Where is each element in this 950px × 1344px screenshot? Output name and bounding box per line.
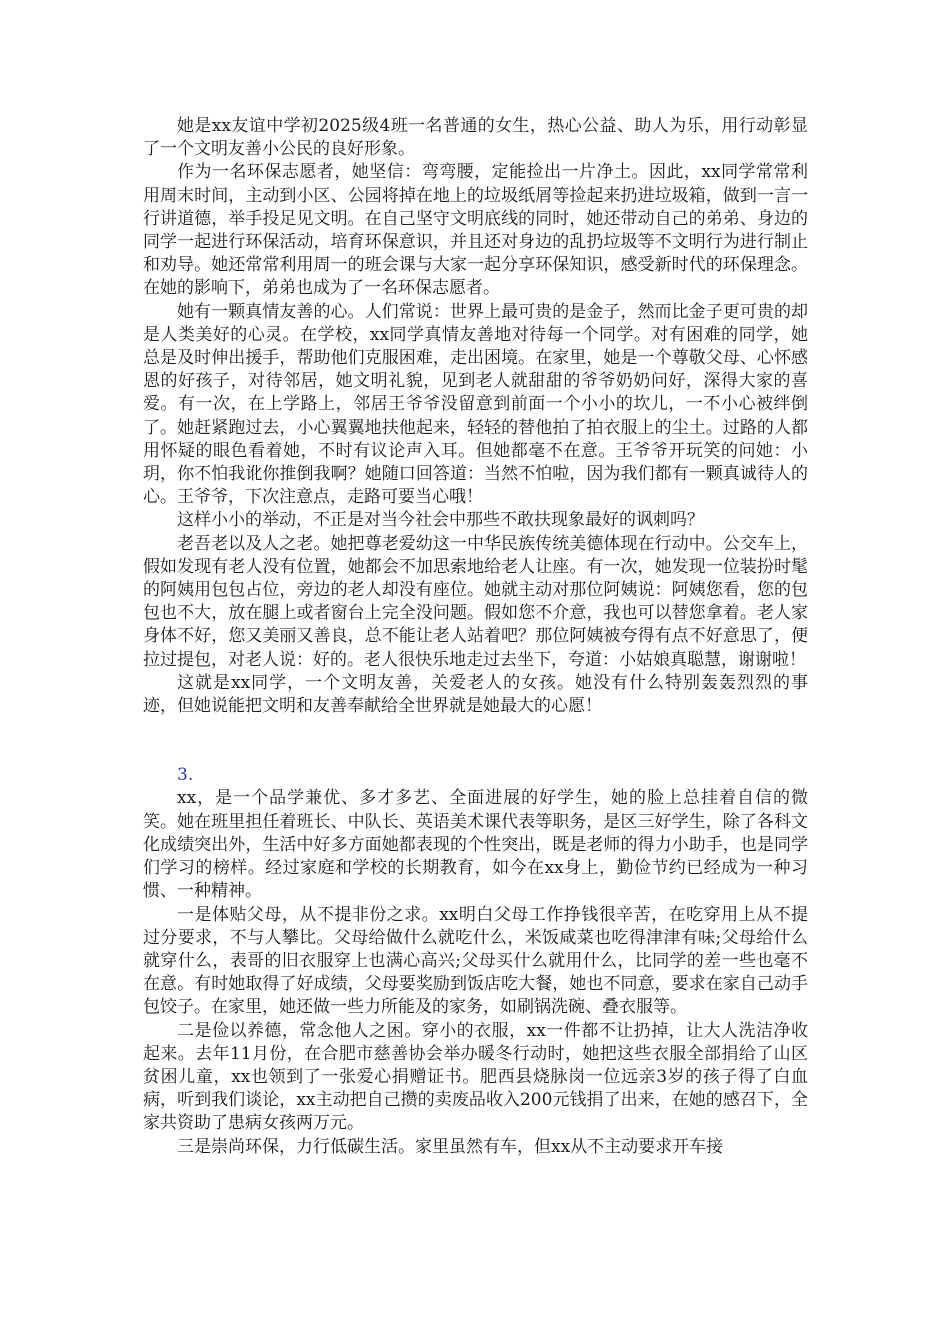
paragraph-environment-volunteer: 作为一名环保志愿者，她坚信：弯弯腰，定能捡出一片净土。因此，xx同学常常利用周末时间，主动到小区、公园将掉在地上的垃圾纸屑等捡起来扔进垃圾箱，做到一言一行讲道德，举手投足见文明。在自己坚守文明底线的同时，她还带动自己的弟弟、身边的同学一起进行环保活动，培育环保意识，并且还对身边的乱扔垃圾等不文明行为进行制止和劝导。她还常常利用周一的班会课与大家一起分享环保知识，感受新时代的环保理念。在她的影响下，弟弟也成为了一名环保志愿者。 xyxy=(143,162,808,299)
paragraph-kind-heart: 她有一颗真情友善的心。人们常说：世界上最可贵的是金子，然而比金子更可贵的却是人类美好的心灵。在学校，xx同学真情友善地对待每一个同学。对有困难的同学，她总是及时伸出援手，帮助他们克服困难，走出困境。在家里，她是一个尊敬父母、心怀感恩的好孩子，对待邻居，她文明礼貌，见到老人就甜甜的爷爷奶奶问好，深得大家的喜爱。有一次，在上学路上，邻居王爷爷没留意到前面一个小小的坎儿，一不小心被绊倒了。她赶紧跑过去，小心翼翼地扶他起来，轻轻的替他拍了拍衣服上的尘土。过路的人都用怀疑的眼色看着她，不时有议论声入耳。但她都毫不在意。王爷爷开玩笑的问她：小玥，你不怕我讹你推倒我啊？她随口回答道：当然不怕啦，因为我们都有一颗真诚待人的心。王爷爷，下次注意点，走路可要当心哦！ xyxy=(143,301,808,508)
paragraph-thrift-virtue: 二是俭以养德，常念他人之困。穿小的衣服，xx一件都不让扔掉，让大人洗洁净收起来。去年11月份，在合肥市慈善协会举办暖冬行动时，她把这些衣服全部捐给了山区贫困儿童，xx也领到了一张爱心捐赠证书。肥西县烧脉岗一位远亲3岁的孩子得了白血病，听到我们谈论，xx主动把自己攒的卖废品收入200元钱捐了出来，在她的感召下，全家共资助了患病女孩两万元。 xyxy=(143,1020,808,1134)
paragraph-student-intro: xx，是一个品学兼优、多才多艺、全面进展的好学生，她的脸上总挂着自信的微笑。她在班里担任着班长、中队长、英语美术课代表等职务，是区三好学生，除了各科文化成绩突出外，生活中好多方面她都表现的个性突出，既是老师的得力小助手，也是同学们学习的榜样。经过家庭和学校的长期教育，如今在xx身上，勤俭节约已经成为一种习惯、一种精神。 xyxy=(143,788,808,902)
section-number: 3. xyxy=(177,765,194,786)
paragraph-care-parents: 一是体贴父母，从不提非份之求。xx明白父母工作挣钱很辛苦，在吃穿用上从不提过分要求，不与人攀比。父母给做什么就吃什么，米饭咸菜也吃得津津有味;父母给什么就穿什么，表哥的旧衣服穿上也满心高兴;父母买什么就用什么，比同学的差一些也毫不在意。有时她取得了好成绩，父母要奖励到饭店吃大餐，她也不同意，要求在家自己动手包饺子。在家里，她还做一些力所能及的家务，如刷锅洗碗、叠衣服等。 xyxy=(143,904,808,1018)
paragraph-low-carbon: 三是崇尚环保，力行低碳生活。家里虽然有车，但xx从不主动要求开车接 xyxy=(177,1136,724,1157)
paragraph-conclusion: 这就是xx同学，一个文明友善，关爱老人的女孩。她没有什么特别轰轰烈烈的事迹，但她说能把文明和友善奉献给全世界就是她最大的心愿！ xyxy=(143,672,808,717)
paragraph-small-act: 这样小小的举动，不正是对当今社会中那些不敢扶现象最好的讽刺吗？ xyxy=(177,510,704,531)
paragraph-intro: 她是xx友谊中学初2025级4班一名普通的女生，热心公益、助人为乐，用行动彰显了一个文明友善小公民的良好形象。 xyxy=(143,116,808,160)
document-body xyxy=(143,115,808,1159)
paragraph-respect-elders: 老吾老以及人之老。她把尊老爱幼这一中华民族传统美德体现在行动中。公交车上，假如发现有老人没有位置，她都会不加思索地给老人让座。有一次，她发现一位装扮时髦的阿姨用包包占位，旁边的老人却没有座位。她就主动对那位阿姨说：阿姨您看，您的包包也不大，放在腿上或者窗台上完全没问题。假如您不介意，我也可以替您拿着。老人家身体不好，您又美丽又善良，总不能让老人站着吧？那位阿姨被夸得有点不好意思了，便拉过提包，对老人说：好的。老人很快乐地走过去坐下，夸道：小姑娘真聪慧，谢谢啦！ xyxy=(143,533,808,670)
